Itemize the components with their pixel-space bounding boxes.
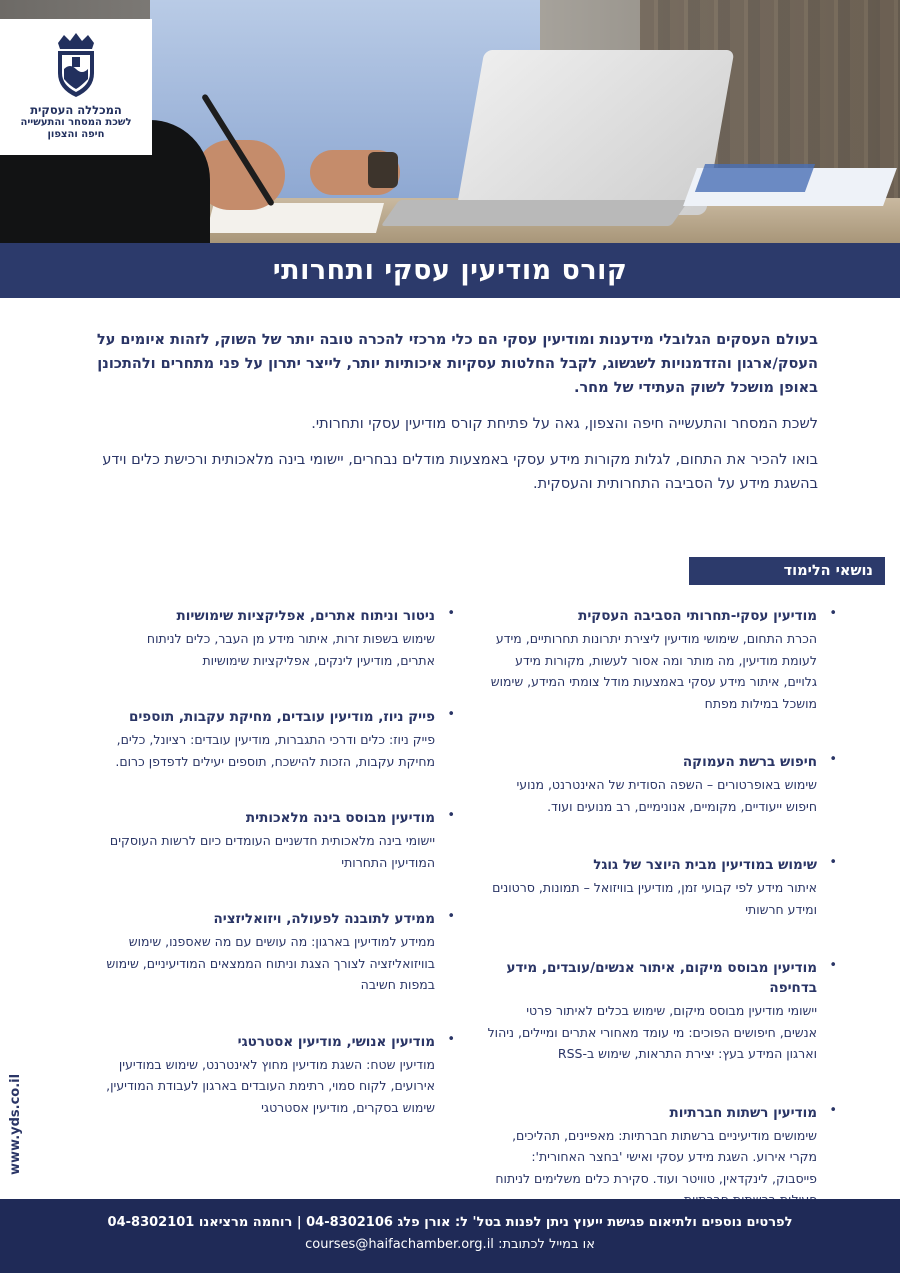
footer-contact-phones: לפרטים נוספים ולתיאום פגישת ייעוץ ניתן לפנות בטל' ל: אורן פלג 04-8302106 | רוחמה מרציאנו 04-8302101 [107,1215,793,1230]
topic-description: ממידע למודיעין בארגון: מה עושים עם מה שאספנו, שימוש בוויזואליזציה לצורך הצגת וניתוח הממצאים המודיעיניים, שימוש במפות חשיבה [106,934,435,992]
topic-description: יישומי בינה מלאכותית חדשניים העומדים כיום לרשות העוסקים המודיעין התחרותי [109,833,435,870]
topic-title: ניטור וניתוח אתרים, אפליקציות שימושיות [176,608,435,624]
crest-icon [50,29,102,99]
topic-item [487,958,837,1065]
bullet-icon: • [447,909,455,924]
topic-title: פייק ניוז, מודיעין עובדים, מחיקת עקבות, תוספים [128,709,435,725]
topic-description: יישומי מודיעין מבוסס מיקום, שימוש בכלים לאיתור פרטי אנשים, חיפושים הפוכים: מי עומד מאחורי אתרים ומיילים, ניהול וארגון המידע בעץ: יצירת התראות, שימוש ב-RSS [487,1003,817,1061]
topic-description: שימוש בשפות זרות, איתור מידע מן העבר, כלים לניתוח אתרים, מודיעין לינקים, אפליקציות שימושיות [146,631,435,668]
college-logo [0,19,152,155]
bullet-icon: • [829,958,837,973]
topic-title: מודיעין אנושי, מודיעין אסטרטגי [237,1033,435,1050]
topic-item [105,1031,455,1119]
topic-description: שימוש באופרטורים – השפה הסודית של האינטרנט, מנועי חיפוש ייעודיים, מקומיים, אנונימיים, רב מנועים ועוד. [516,777,817,814]
bullet-icon: • [829,752,837,767]
bullet-icon: • [447,606,455,621]
topic-item [105,707,455,772]
topic-item [105,909,455,996]
section-heading: נושאי הלימוד [689,557,885,585]
bullet-icon: • [829,606,837,621]
bullet-icon: • [447,707,455,722]
topic-description: מודיעין שטח: השגת מודיעין מחוץ לאינטרנט, שימוש במודיעין אירועים, לקוח סמוי, רתימת העובדים בארגון לעבודת המודיעין, שימוש בסקרים, מודיעין אסטרטגי [106,1056,435,1115]
side-url [8,1065,28,1175]
footer-email-line [0,1233,900,1257]
topic-title: חיפוש ברשת העמוקה [682,754,817,770]
website-link[interactable]: www.yds.co.il [8,1073,23,1175]
topic-title: מודיעין מבוסס מיקום, איתור אנשים/עובדים, מידע בדחיפה [506,960,817,996]
logo-line-1: לשכת המסחר והתעשייה [20,117,132,128]
intro-paragraph-3: בואו להכיר את התחום, לגלות מקורות מידע עסקי באמצעות מודלים נבחרים, יישומי בינה מלאכותית ורכישת כלים וידע בהשגת מידע על הסביבה התחרותית והעסקית. [102,452,818,492]
topic-title: ממידע לתובנה לפעולה, ויזואליזציה [213,911,435,927]
intro-text [88,328,818,508]
wristwatch [368,152,398,188]
bullet-icon: • [447,808,455,823]
footer-email-prefix: או במייל לכתובת: [498,1237,595,1252]
topics-column-left [105,606,455,1118]
topic-item [105,808,455,873]
page-title: קורס מודיעין עסקי ותחרותי [272,255,628,286]
topic-description: שימושים מודיעיניים ברשתות חברתיות: מאפיינים, תהליכים, מקרי אירוע. השגת מידע עסקי ואישי 'בחצר האחורית': פייסבוק, לינקדאין, טוויטר ועוד. סקירת כלים משלימים לניתוח [495,1127,817,1186]
laptop-base [381,200,689,226]
footer [0,1199,900,1273]
topic-title: שימוש במודיעין מבית היוצר של גוגל [593,857,817,873]
title-band [0,243,900,298]
topic-title: מודיעין מבוסס בינה מלאכותית [245,810,435,826]
topic-description: הכרת התחום, שימושי מודיעין ליצירת יתרונות תחרותיים, מידע לעומת מודיעין, מה מותר ומה אסור לעשות, מקורות מידע גלויים, איתור מידע עסקי באמצעות מודל צומתי המידע, שימוש מושכל במילות מפתח [490,631,817,711]
logo-line-2: חיפה והצפון [47,129,105,140]
intro-paragraph-2: לשכת המסחר והתעשייה חיפה והצפון, גאה על פתיחת קורס מודיעין עסקי ותחרותי. [311,416,818,432]
footer-email-link[interactable]: courses@haifachamber.org.il [305,1237,494,1252]
topic-item [487,752,837,817]
blue-folder [695,164,815,192]
topic-item [487,606,837,714]
topic-description: פייק ניוז: כלים ודרכי התגברות, מודיעין עובדים: רציונל, כלים, מחיקת עקבות, הזכות להישכח, תוספים יעילים לדפדפן כרום. [115,732,435,769]
topic-item [105,606,455,671]
topic-item [487,855,837,920]
bullet-icon: • [447,1031,455,1047]
topic-description: איתור מידע לפי קבועי זמן, מודיעין בוויזואל – תמונות, סרטונים ומידע חרשותי [492,880,817,917]
logo-name: המכללה העסקית [30,103,122,117]
topic-item [487,1102,837,1211]
topic-title: מודיעין רשתות חברתיות [669,1104,817,1121]
intro-lead: בעולם העסקים הגלובלי מידענות ומודיעין עסקי הם כלי מרכזי להכרה טובה יותר של השוק, לזהות איומים על העסק/ארגון והזדמנויות לשגשוג, לקבל החלטות עסקיות איכותיות יותר, לייצר יתרון על פני מתחרים ולהתכונן באופן מושכל לשוק העתידי של מחר. [96,332,818,396]
bullet-icon: • [829,855,837,870]
topic-title: מודיעין עסקי-תחרותי הסביבה העסקית [578,608,817,624]
topics-column-right [487,606,837,1211]
bullet-icon: • [829,1102,837,1118]
